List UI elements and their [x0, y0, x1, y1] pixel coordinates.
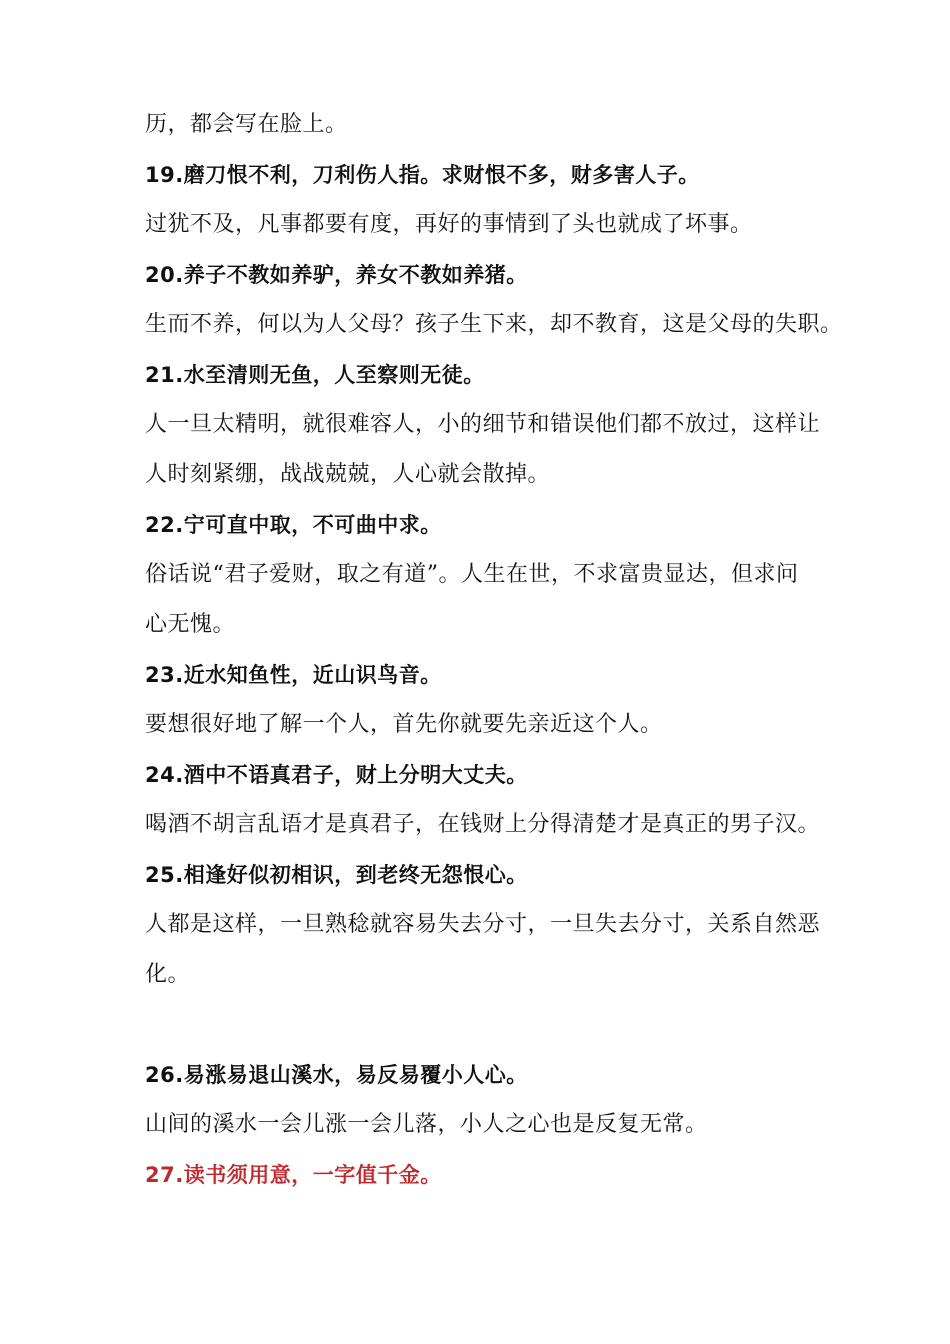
proverb-heading-21: 21.水至清则无鱼，人至察则无徒。 [145, 363, 485, 387]
blank-line [145, 1000, 825, 1050]
body-text: 化。 [145, 962, 191, 987]
proverb-heading-20: 20.养子不教如养驴，养女不教如养猪。 [145, 263, 528, 287]
proverb-heading-25: 25.相逢好似初相识，到老终无怨恨心。 [145, 863, 528, 887]
body-text: 生而不养，何以为人父母？孩子生下来，却不教育，这是父母的失职。 [145, 312, 843, 337]
proverb-heading-23: 23.近水知鱼性，近山识鸟音。 [145, 663, 442, 687]
document-body [145, 100, 843, 1200]
proverb-heading-19: 19.磨刀恨不利，刀利伤人指。求财恨不多，财多害人子。 [145, 163, 700, 187]
proverb-heading-22: 22.宁可直中取，不可曲中求。 [145, 513, 442, 537]
body-text: 山间的溪水一会儿涨一会儿落，小人之心也是反复无常。 [145, 1112, 708, 1137]
body-text: 历，都会写在脸上。 [145, 112, 348, 137]
proverb-heading-24: 24.酒中不语真君子，财上分明大丈夫。 [145, 763, 528, 787]
proverb-heading-26: 26.易涨易退山溪水，易反易覆小人心。 [145, 1063, 528, 1087]
body-text: 人一旦太精明，就很难容人，小的细节和错误他们都不放过，这样让 [145, 412, 821, 437]
body-text: 俗话说“君子爱财，取之有道”。人生在世，不求富贵显达，但求问 [145, 562, 799, 587]
body-text: 过犹不及，凡事都要有度，再好的事情到了头也就成了坏事。 [145, 212, 753, 237]
body-text: 人都是这样，一旦熟稔就容易失去分寸，一旦失去分寸，关系自然恶 [145, 912, 821, 937]
proverb-heading-27: 27.读书须用意，一字值千金。 [145, 1163, 442, 1187]
body-text: 心无愧。 [145, 612, 236, 637]
body-text: 要想很好地了解一个人，首先你就要先亲近这个人。 [145, 712, 663, 737]
body-text: 喝酒不胡言乱语才是真君子，在钱财上分得清楚才是真正的男子汉。 [145, 812, 821, 837]
body-text: 人时刻紧绷，战战兢兢，人心就会散掉。 [145, 462, 551, 487]
